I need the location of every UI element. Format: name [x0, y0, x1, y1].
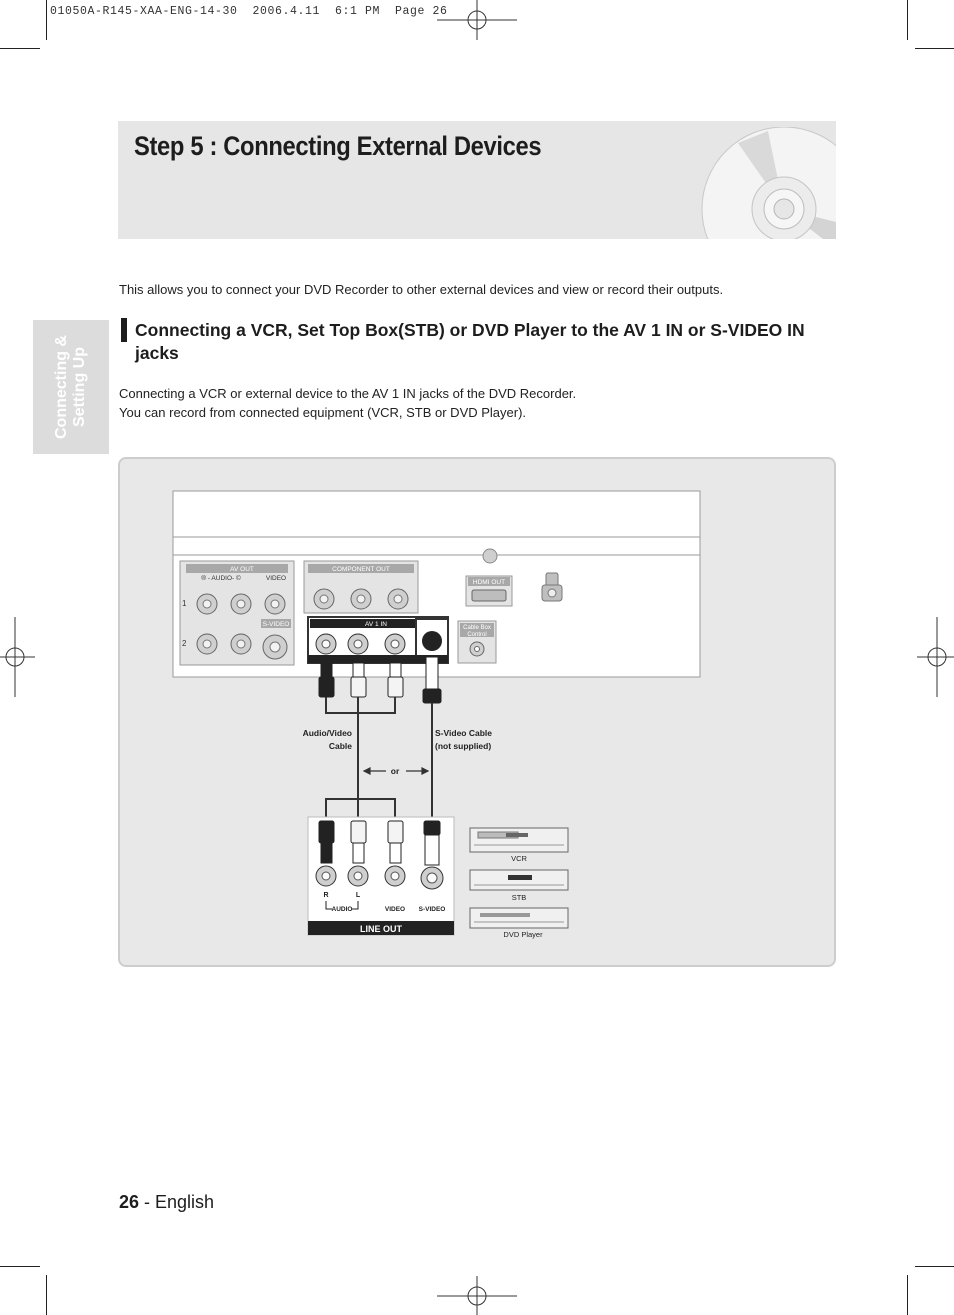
page-number	[119, 1192, 214, 1213]
av-out-row-2: 2	[182, 639, 187, 648]
vcr-label: VCR	[511, 854, 527, 863]
svideo-cable-label-1: S-Video Cable	[435, 728, 492, 738]
av-cable-label-2: Cable	[328, 741, 352, 751]
side-tab-line1: Connecting &	[53, 335, 70, 439]
stb-label: STB	[511, 893, 527, 902]
line-out-audio-label: AUDIO	[331, 906, 353, 913]
section-title: Connecting a VCR, Set Top Box(STB) or DVD Player to the AV 1 IN or S-VIDEO IN jacks	[135, 320, 805, 363]
dvd-player-label: DVD Player	[503, 930, 543, 939]
av-out-label: AV OUT	[230, 566, 254, 573]
line-out-video-label: VIDEO	[384, 906, 406, 913]
or-label: or	[390, 766, 400, 776]
page-title: Step 5 : Connecting External Devices	[134, 131, 542, 161]
hdmi-out-label: HDMI OUT	[472, 579, 506, 586]
vcr-device	[470, 828, 568, 852]
av-cable-label-1: Audio/Video	[302, 728, 352, 738]
av-out-video-label: VIDEO	[265, 575, 287, 582]
side-tab-line2: Setting Up	[71, 347, 88, 427]
svideo-cable-label-2: (not supplied)	[435, 741, 492, 751]
line-out-l-label: L	[355, 892, 361, 899]
component-out-label: COMPONENT OUT	[332, 566, 390, 573]
dvd-player-device	[470, 908, 568, 928]
section-marker	[121, 318, 127, 342]
intro-text: This allows you to connect your DVD Recorder to other external devices and view or record their outputs.	[119, 282, 724, 297]
page-number-value: 26	[119, 1192, 140, 1212]
line-out-label: LINE OUT	[360, 924, 402, 934]
cable-box-label-1: Cable Box	[463, 625, 491, 631]
body-line-2: You can record from connected equipment (VCR, STB or DVD Player).	[119, 405, 527, 420]
page-language: - English	[139, 1192, 215, 1212]
s-video-out-label: S-VIDEO	[262, 621, 290, 628]
av-out-audio-label: ® - AUDIO- ©	[201, 575, 241, 582]
connection-diagram	[118, 457, 836, 967]
av-out-row-1: 1	[182, 599, 187, 608]
header-band	[118, 121, 836, 239]
disc-icon	[698, 127, 836, 239]
print-info: 01050A-R145-XAA-ENG-14-30 2006.4.11 6:1 PM Page 26	[50, 5, 448, 18]
cable-box-label-2: Control	[467, 632, 487, 638]
av1-in-label: AV 1 IN	[365, 621, 387, 628]
line-out-r-label: R	[323, 892, 329, 899]
line-out-svideo-label: S-VIDEO	[418, 906, 446, 913]
body-line-1: Connecting a VCR or external device to the AV 1 IN jacks of the DVD Recorder.	[119, 386, 577, 401]
side-tab	[33, 320, 109, 454]
stb-device	[470, 870, 568, 890]
